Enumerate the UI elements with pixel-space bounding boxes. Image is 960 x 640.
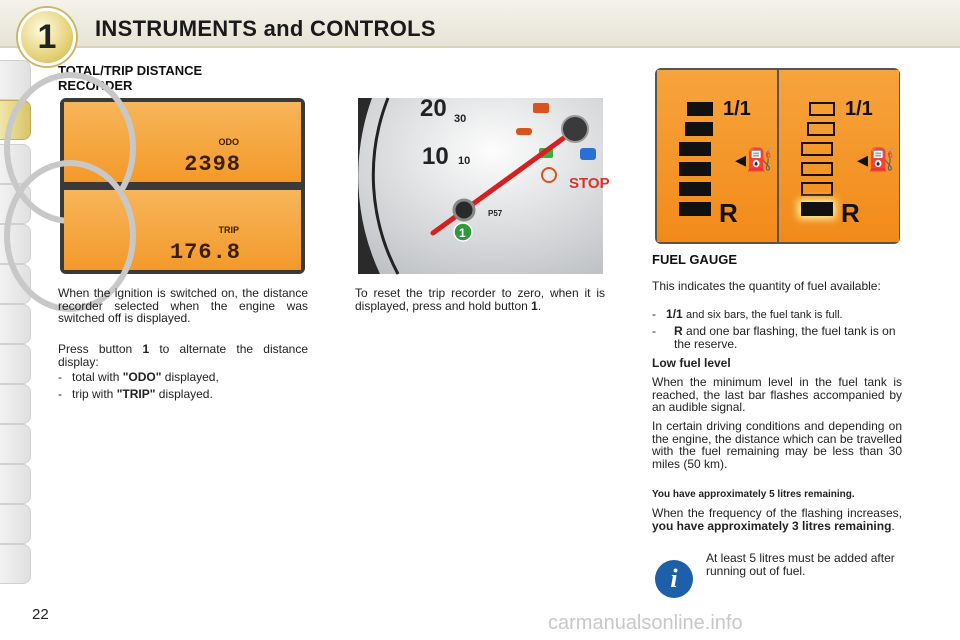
- bullet-dash: -: [58, 387, 62, 401]
- fuel-full-label: 1/1: [723, 98, 751, 120]
- fuel-bar-flashing: [801, 202, 833, 216]
- item2-text: and one bar flashing, the fuel tank is on the reserve.: [674, 324, 896, 351]
- bullet2-prefix: trip with: [72, 387, 114, 401]
- fuel-item-full: [652, 308, 904, 322]
- bullet1-suffix: displayed,: [164, 370, 219, 384]
- item1-bold: 1/1: [666, 307, 683, 321]
- odometer-illustration: [60, 98, 305, 274]
- press-prefix: Press button: [58, 342, 133, 356]
- fuel-bar-empty: [807, 122, 835, 136]
- info-note: At least 5 litres must be added after running out of fuel.: [706, 551, 895, 578]
- conditions-paragraph: In certain driving conditions and depending on the engine, the distance which can be travelled with the fuel remaining may be less than 30 miles (50 km).: [652, 419, 902, 471]
- bullet-dash: -: [652, 324, 656, 338]
- bullet1-bold: "ODO": [122, 370, 162, 384]
- fuel-bar: [685, 122, 713, 136]
- chapter-tab[interactable]: [0, 384, 31, 424]
- fuel-gauge-illustration: [655, 68, 900, 244]
- ignition-paragraph: When the ignition is switched on, the distance recorder selected when the engine was switched off is displayed.: [58, 286, 308, 325]
- freq-end: .: [891, 518, 895, 533]
- odo-value: 2398: [184, 152, 241, 177]
- trip-label: TRIP: [218, 225, 239, 235]
- low-fuel-title: Low fuel level: [652, 356, 731, 370]
- fuel-bar-empty: [801, 142, 833, 156]
- chapter-tab[interactable]: [0, 544, 31, 584]
- fuel-bar: [679, 182, 711, 196]
- fuel-gauge-reserve: [779, 70, 899, 242]
- approx-note: You have approximately 5 litres remaining.: [652, 489, 855, 500]
- fuel-bar-empty: [809, 102, 835, 116]
- dash-label: P57: [488, 209, 503, 218]
- freq-bold: you have approximately 3 litres remaining: [652, 518, 892, 533]
- reset-text: To reset the trip recorder to zero, when it is displayed, press and hold button: [355, 286, 605, 313]
- bullet2-bold: "TRIP": [116, 387, 156, 401]
- freq-prefix: When the frequency of the flashing increases,: [652, 506, 902, 520]
- dial-number-20: 20: [420, 95, 447, 122]
- chapter-tab[interactable]: [0, 344, 31, 384]
- main-beam-icon: [580, 148, 596, 160]
- fuel-intro: This indicates the quantity of fuel available:: [652, 279, 881, 293]
- dial-number-10: 10: [422, 143, 449, 170]
- bullet-dash: -: [58, 370, 62, 384]
- fuel-bar-empty: [801, 182, 833, 196]
- item2-bold: R: [674, 324, 683, 338]
- dial-number-10-small: 10: [458, 155, 471, 167]
- fuel-full-label: 1/1: [845, 98, 873, 120]
- fuel-gauge-full: [657, 70, 777, 242]
- info-icon: i: [655, 560, 693, 598]
- chapter-tab[interactable]: [0, 504, 31, 544]
- bullet-dash: -: [652, 307, 656, 321]
- chapter-tab[interactable]: [0, 424, 31, 464]
- press-button-paragraph: [58, 343, 308, 368]
- press-suffix: to alternate the distance display:: [58, 342, 308, 369]
- page-number: 22: [32, 606, 49, 623]
- needle-hub: [562, 116, 588, 142]
- page-title: INSTRUMENTS and CONTROLS: [95, 16, 436, 41]
- oil-warning-icon: [516, 128, 532, 135]
- trip-value: 176.8: [169, 240, 241, 265]
- fuel-gauge-title: FUEL GAUGE: [652, 252, 737, 267]
- fuel-reserve-label: R: [841, 198, 860, 228]
- fuel-bar: [687, 102, 713, 116]
- button-callout-number: 1: [459, 226, 466, 240]
- dial-number-30: 30: [454, 113, 467, 125]
- recorder-title-line2: RECORDER: [58, 78, 133, 93]
- low-fuel-paragraph: When the minimum level in the fuel tank is reached, the last bar flashes accompanied by an audible signal.: [652, 375, 902, 414]
- watermark: carmanualsonline.info: [548, 612, 743, 634]
- chapter-tab[interactable]: [0, 304, 31, 344]
- frequency-paragraph: [652, 507, 902, 532]
- press-button-number: 1: [142, 342, 150, 356]
- reset-paragraph: [355, 287, 605, 312]
- fuel-bar: [679, 202, 711, 216]
- speedometer-illustration: [358, 95, 610, 274]
- bullet2-suffix: displayed.: [158, 387, 213, 401]
- fuel-pump-icon: ◂⛽: [857, 148, 896, 173]
- odo-label: ODO: [218, 137, 239, 147]
- fuel-reserve-label: R: [719, 198, 738, 228]
- trip-bullet: [58, 388, 308, 401]
- reset-button-number: 1: [531, 298, 538, 313]
- fuel-item-reserve: [652, 325, 904, 350]
- stop-warning-text: STOP: [569, 175, 610, 192]
- bullet1-prefix: total with: [72, 370, 120, 384]
- recorder-title-line1: TOTAL/TRIP DISTANCE: [58, 63, 203, 78]
- chapter-tab[interactable]: [0, 464, 31, 504]
- trip-display: [64, 190, 301, 270]
- fuel-pump-icon: ◂⛽: [735, 148, 774, 173]
- odo-bullet: [58, 371, 308, 384]
- chapter-number-badge: 1: [18, 8, 76, 66]
- reset-end: .: [537, 298, 542, 313]
- fuel-bar: [679, 162, 711, 176]
- item1-text: and six bars, the fuel tank is full.: [686, 309, 843, 321]
- fuel-bar: [679, 142, 711, 156]
- fuel-bar-empty: [801, 162, 833, 176]
- trip-reset-button[interactable]: [454, 200, 474, 220]
- engine-warning-icon: [533, 103, 549, 113]
